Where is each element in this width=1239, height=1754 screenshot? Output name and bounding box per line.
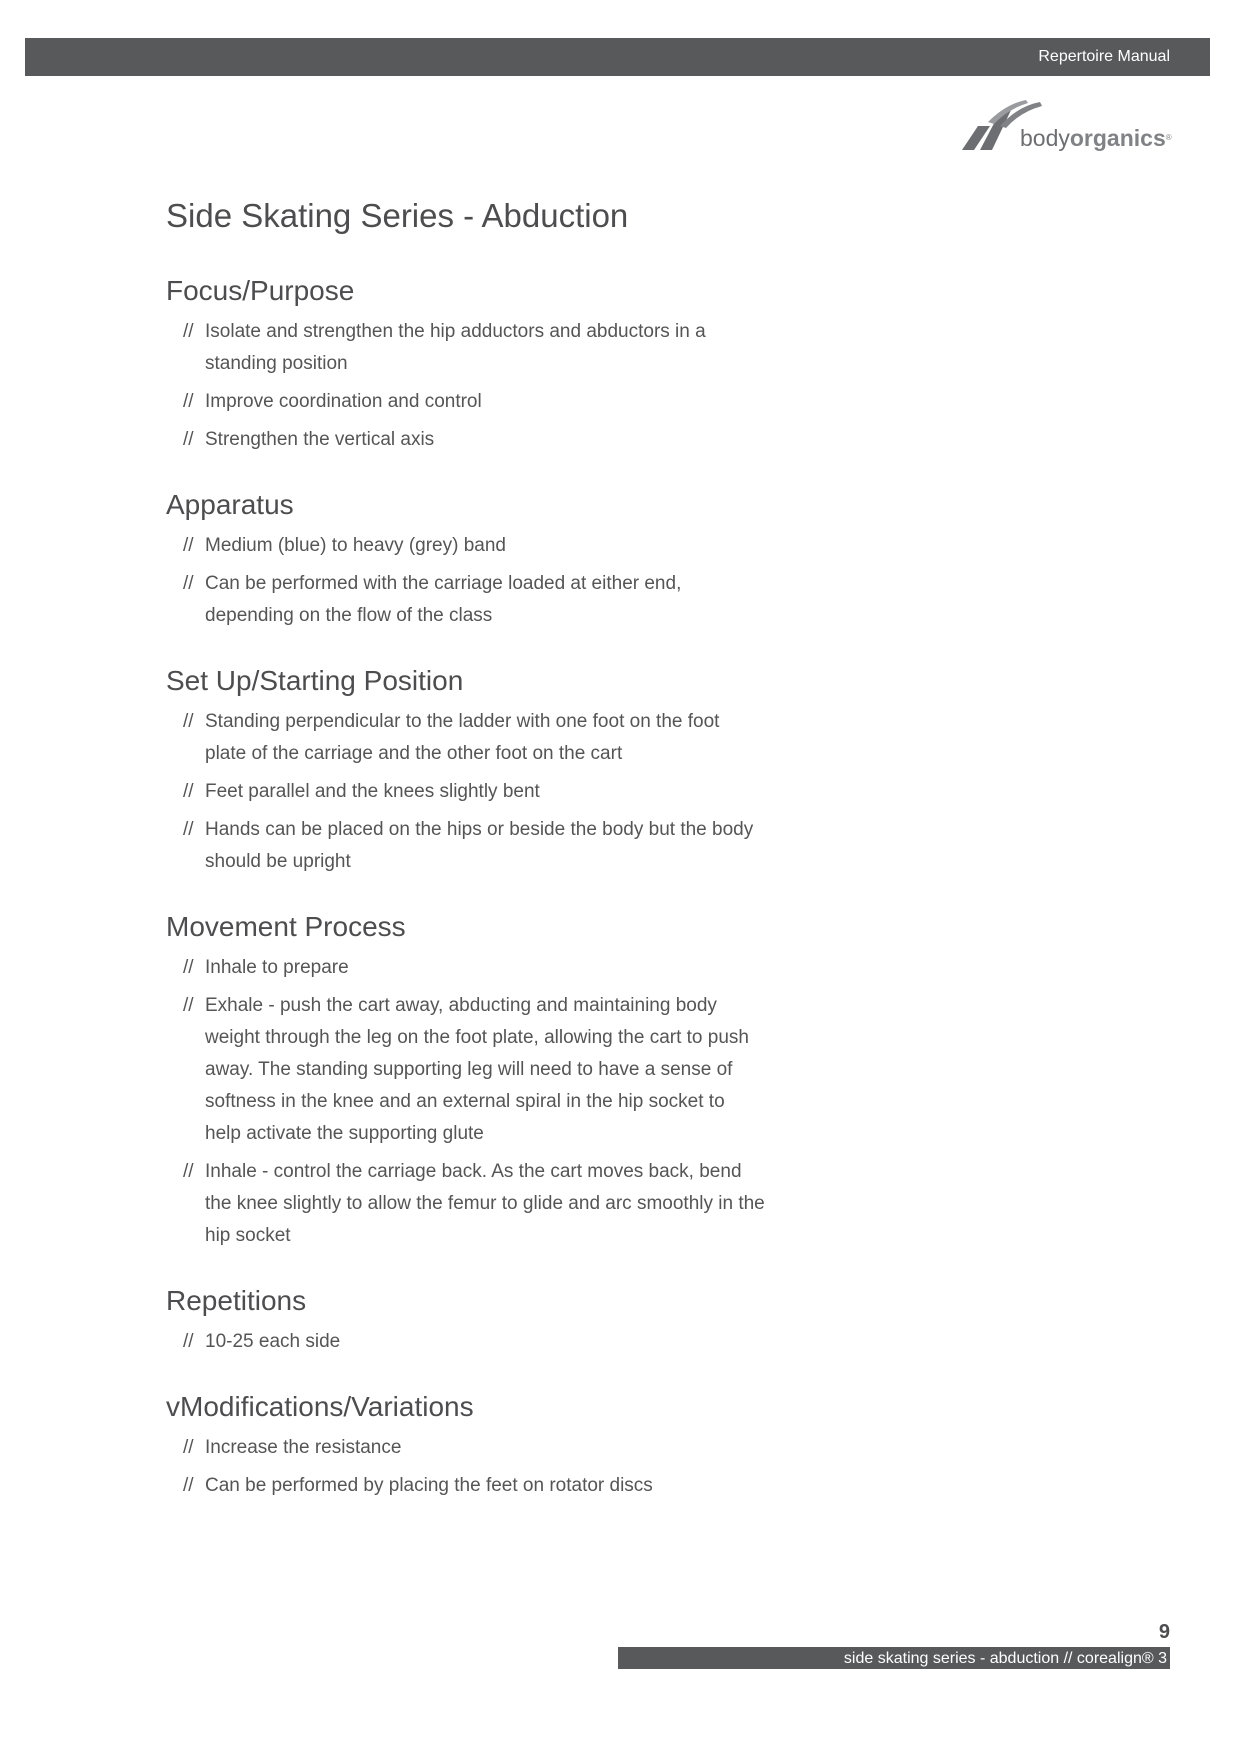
manual-title: Repertoire Manual [1038, 48, 1170, 65]
section-repetitions [166, 1284, 866, 1358]
bullet-marker: // [183, 995, 194, 1016]
list-item-text: Feet parallel and the knees slightly bent [205, 781, 540, 802]
header-bar [25, 38, 1210, 76]
list-item [166, 952, 765, 984]
bullet-marker: // [183, 535, 194, 556]
page-title: Side Skating Series - Abduction [166, 197, 629, 234]
list-item [166, 1326, 765, 1358]
list-item-text: Strengthen the vertical axis [205, 429, 435, 450]
section-heading: Apparatus [166, 489, 294, 520]
page-number: 9 [1158, 1621, 1170, 1643]
bullet-list [166, 706, 866, 878]
list-item [166, 1432, 765, 1464]
list-item [166, 990, 765, 1150]
list-item-text: Inhale - control the carriage back. As the cart moves back, bend the knee slightly to allow the femur to glide and arc smoothly in the hip socket [205, 1161, 765, 1246]
list-item-text: Exhale - push the cart away, abducting and maintaining body weight through the leg on the foot plate, allowing the cart to push away. The standing supporting leg will need to have a sense of softness in the knee and an external spiral in the hip socket to help activate the supporting glute [205, 995, 749, 1144]
brand-word-organics: organics [1069, 125, 1166, 151]
bullet-marker: // [183, 1437, 194, 1458]
list-item [166, 568, 765, 632]
section-focus-purpose [166, 274, 866, 456]
footer-text: side skating series - abduction // corealign® 3 [843, 1650, 1167, 1667]
section-heading: Movement Process [166, 911, 406, 942]
list-item [166, 814, 765, 878]
list-item-text: Can be performed by placing the feet on rotator discs [205, 1475, 653, 1496]
footer-bar [618, 1647, 1170, 1669]
bullet-marker: // [183, 711, 194, 732]
section-heading: Focus/Purpose [166, 275, 355, 306]
bullet-marker: // [183, 1475, 194, 1496]
list-item [166, 316, 765, 380]
list-item-text: Can be performed with the carriage loaded at either end, depending on the flow of the class [205, 573, 682, 626]
bullet-marker: // [183, 321, 194, 342]
list-item [166, 424, 765, 456]
bullet-list [166, 1326, 866, 1358]
section-heading: Repetitions [166, 1285, 307, 1316]
section-setup-starting-position [166, 664, 866, 878]
list-item-text: Isolate and strengthen the hip adductors and abductors in a standing position [205, 321, 706, 374]
section-movement-process [166, 910, 866, 1252]
bullet-marker: // [183, 391, 194, 412]
main-content [166, 196, 866, 1534]
list-item [166, 776, 765, 808]
list-item-text: Improve coordination and control [205, 391, 482, 412]
bullet-list [166, 1432, 866, 1502]
bullet-list [166, 530, 866, 632]
brand-logo [960, 100, 1175, 152]
section-apparatus [166, 488, 866, 632]
list-item [166, 1156, 765, 1252]
list-item [166, 706, 765, 770]
section-heading: Set Up/Starting Position [166, 665, 464, 696]
bullet-marker: // [183, 1161, 194, 1182]
bullet-marker: // [183, 781, 194, 802]
bullet-list [166, 952, 866, 1252]
list-item-text: Standing perpendicular to the ladder with one foot on the foot plate of the carriage and the other foot on the cart [205, 711, 720, 764]
section-modifications-variations [166, 1390, 866, 1502]
list-item [166, 530, 765, 562]
list-item [166, 1470, 765, 1502]
brand-wordmark [1020, 125, 1172, 151]
bullet-marker: // [183, 429, 194, 450]
bullet-marker: // [183, 1331, 194, 1352]
list-item-text: 10-25 each side [205, 1331, 341, 1352]
section-heading: vModifications/Variations [166, 1391, 474, 1422]
list-item-text: Increase the resistance [205, 1437, 402, 1458]
brand-word-body: body [1020, 125, 1070, 151]
bullet-marker: // [183, 957, 194, 978]
bullet-marker: // [183, 573, 194, 594]
bullet-list [166, 316, 866, 456]
list-item-text: Inhale to prepare [205, 957, 349, 978]
list-item [166, 386, 765, 418]
list-item-text: Hands can be placed on the hips or beside the body but the body should be upright [205, 819, 754, 872]
list-item-text: Medium (blue) to heavy (grey) band [205, 535, 506, 556]
registered-mark: ® [1165, 133, 1172, 142]
bullet-marker: // [183, 819, 194, 840]
